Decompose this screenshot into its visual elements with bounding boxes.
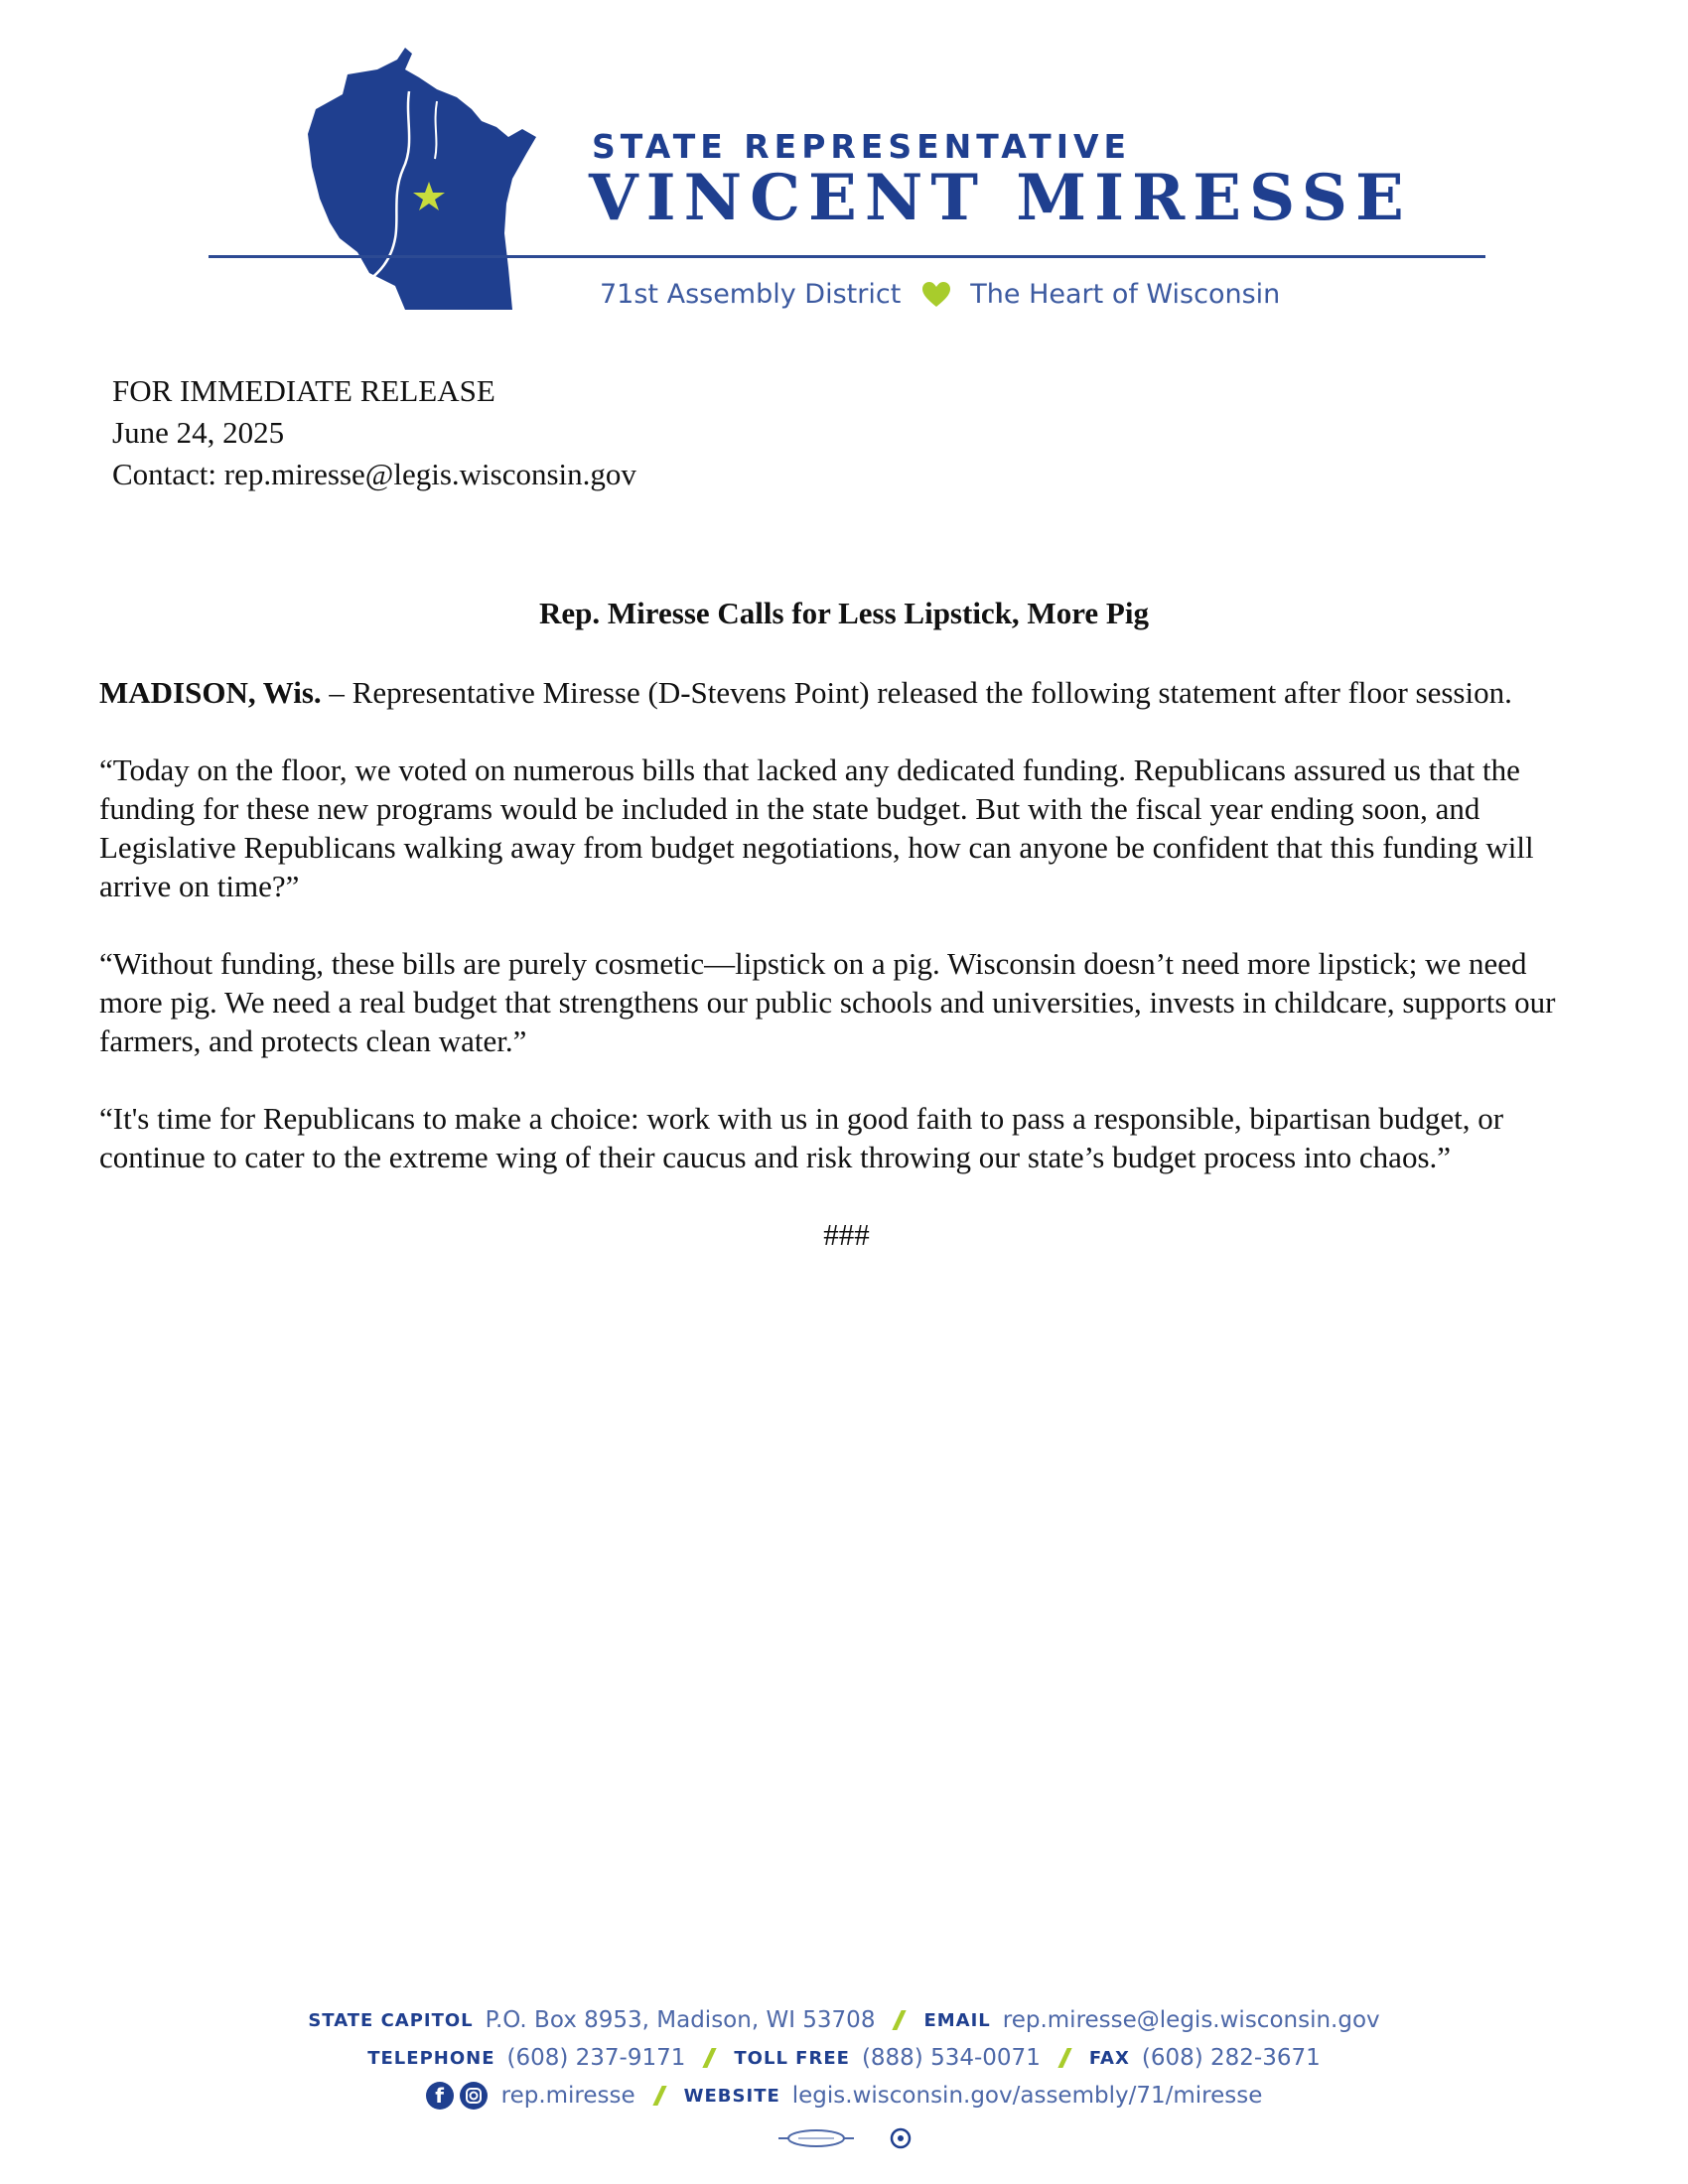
fax-label: FAX xyxy=(1088,2047,1130,2069)
footer xyxy=(0,2001,1688,2158)
letterhead xyxy=(0,0,1688,328)
fax-number: (608) 282-3671 xyxy=(1141,2045,1321,2071)
heart-icon xyxy=(922,282,950,308)
letterhead-title-small: STATE REPRESENTATIVE xyxy=(592,127,1132,166)
tagline-label: The Heart of Wisconsin xyxy=(970,279,1281,310)
separator-icon xyxy=(652,2086,666,2106)
letterhead-representative-name: VINCENT MIRESSE xyxy=(589,161,1412,235)
instagram-icon[interactable] xyxy=(460,2082,488,2110)
email-link[interactable]: rep.miresse@legis.wisconsin.gov xyxy=(1002,2007,1380,2033)
intro-paragraph xyxy=(99,673,1594,712)
footer-row-phone xyxy=(0,2039,1688,2077)
footer-row-address xyxy=(0,2001,1688,2039)
separator-icon xyxy=(703,2048,717,2068)
tollfree-label: TOLL FREE xyxy=(734,2047,850,2069)
separator-icon xyxy=(1057,2048,1071,2068)
letterhead-subtitle xyxy=(600,279,1280,310)
press-release-headline: Rep. Miresse Calls for Less Lipstick, More Pig xyxy=(539,596,1149,630)
separator-icon xyxy=(893,2010,907,2030)
quote-paragraph-3: “It's time for Republicans to make a choice: work with us in good faith to pass a responsible, bipartisan budget, or continue to cater to the extreme wing of their caucus and risk throwing our state’s budget process into chaos.” xyxy=(99,1101,1504,1174)
recycle-icon xyxy=(890,2127,912,2149)
telephone-label: TELEPHONE xyxy=(367,2047,495,2069)
facebook-icon[interactable]: f xyxy=(426,2082,454,2110)
release-date: June 24, 2025 xyxy=(112,415,285,450)
footer-row-web xyxy=(0,2077,1688,2115)
social-handle[interactable]: rep.miresse xyxy=(500,2083,635,2109)
district-label: 71st Assembly District xyxy=(600,279,902,310)
footer-marks xyxy=(0,2118,1688,2158)
press-release-body xyxy=(99,673,1594,1293)
union-bug-icon xyxy=(776,2127,856,2149)
intro-text: – Representative Miresse (D-Stevens Point) released the following statement after floor session. xyxy=(321,675,1512,710)
website-link[interactable]: legis.wisconsin.gov/assembly/71/miresse xyxy=(791,2083,1263,2109)
release-status: FOR IMMEDIATE RELEASE xyxy=(112,373,495,408)
capitol-address: P.O. Box 8953, Madison, WI 53708 xyxy=(485,2007,876,2033)
letterhead-divider xyxy=(209,255,1485,258)
quote-paragraph-1: “Today on the floor, we voted on numerous bills that lacked any dedicated funding. Republicans assured us that the funding for these new programs would be included in the state budget. But with the fiscal year ending soon, and Legislative Republicans walking away from budget negotiations, how can anyone be confident that this funding will arrive on time?” xyxy=(99,752,1534,903)
capitol-label: STATE CAPITOL xyxy=(308,2009,474,2031)
end-mark: ### xyxy=(823,1217,870,1252)
email-label: EMAIL xyxy=(923,2009,991,2031)
quote-paragraph-2: “Without funding, these bills are purely cosmetic—lipstick on a pig. Wisconsin doesn’t need more lipstick; we need more pig. We need a real budget that strengthens our public schools and universities, invests in childcare, supports our farmers, and protects clean water.” xyxy=(99,946,1556,1058)
tollfree-number: (888) 534-0071 xyxy=(861,2045,1041,2071)
dateline: MADISON, Wis. xyxy=(99,675,322,710)
wisconsin-map-icon xyxy=(288,40,546,313)
release-info xyxy=(112,370,636,495)
telephone-number: (608) 237-9171 xyxy=(506,2045,686,2071)
website-label: WEBSITE xyxy=(683,2085,780,2107)
release-contact: Contact: rep.miresse@legis.wisconsin.gov xyxy=(112,457,636,491)
